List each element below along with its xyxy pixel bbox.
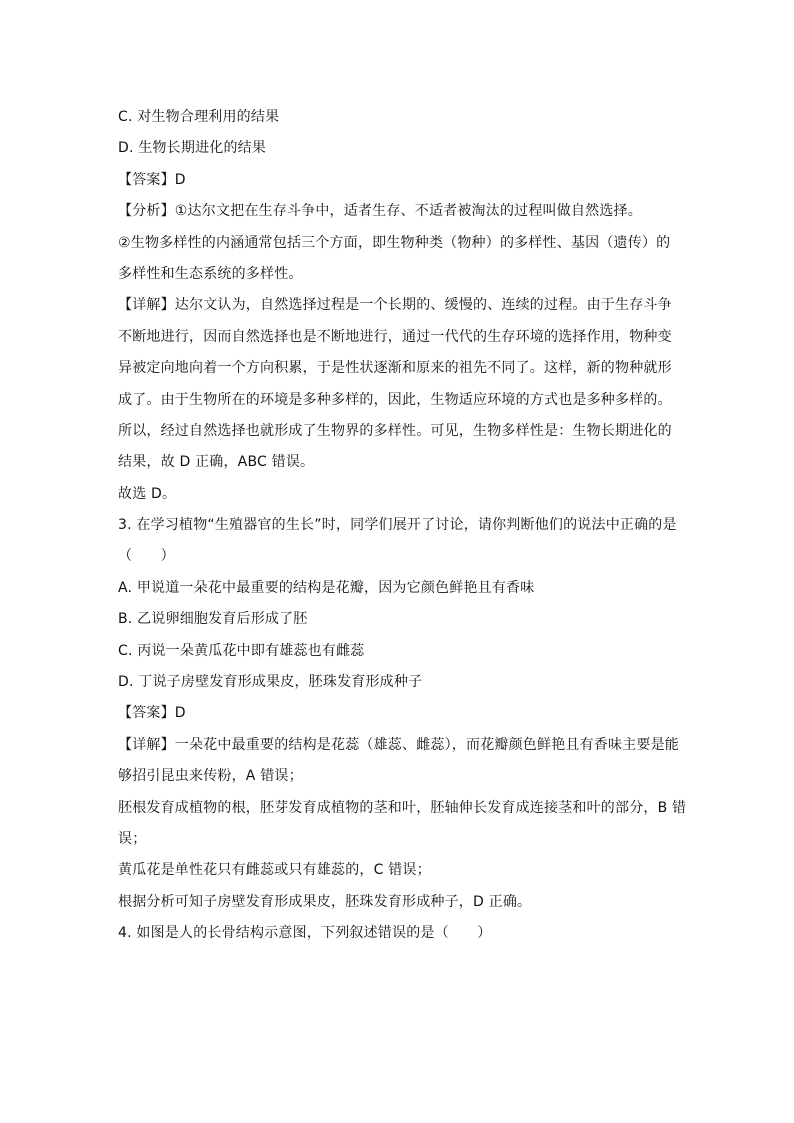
q3-option-d: D. 丁说子房壁发育形成果皮，胚珠发育形成种子	[118, 674, 423, 691]
q3-option-b: B. 乙说卵细胞发育后形成了胚	[118, 611, 308, 628]
choice-line: 故选 D。	[118, 485, 177, 502]
analysis-line-1: 【分析】①达尔文把在生存斗争中，适者生存、不适者被淘汰的过程叫做自然选择。	[118, 203, 642, 220]
answer-line: 【答案】D	[118, 171, 186, 188]
q3-explanation-line-3: 胚根发育成植物的根，胚芽发育成植物的茎和叶，胚轴伸长发育成连接茎和叶的部分，B 错	[118, 799, 687, 816]
explanation-line-5: 所以，经过自然选择也就形成了生物界的多样性。可见，生物多样性是：生物长期进化的	[118, 422, 672, 439]
q3-explanation-line-2: 够招引昆虫来传粉，A 错误；	[118, 768, 303, 785]
explanation-line-1: 【详解】达尔文认为，自然选择过程是一个长期的、缓慢的、连续的过程。由于生存斗争	[118, 297, 672, 314]
q3-explanation-line-6: 根据分析可知子房壁发育形成果皮，胚珠发育形成种子，D 正确。	[118, 893, 532, 910]
q3-option-c: C. 丙说一朵黄瓜花中即有雄蕊也有雌蕊	[118, 642, 365, 659]
question-4-line: 4. 如图是人的长骨结构示意图，下列叙述错误的是（ ）	[118, 925, 492, 942]
q3-explanation-line-1: 【详解】一朵花中最重要的结构是花蕊（雄蕊、雌蕊），而花瓣颜色鲜艳且有香味主要是能	[118, 736, 679, 753]
analysis-line-2: ②生物多样性的内涵通常包括三个方面，即生物种类（物种）的多样性、基因（遗传）的	[118, 234, 671, 251]
explanation-line-3: 异被定向地向着一个方向积累，于是性状逐渐和原来的祖先不同了。这样，新的物种就形	[118, 360, 672, 377]
q3-explanation-line-5: 黄瓜花是单性花只有雌蕊或只有雄蕊的，C 错误；	[118, 862, 431, 879]
question-3-line-1: 3. 在学习植物“生殖器官的生长”时，同学们展开了讨论，请你判断他们的说法中正确的是	[118, 517, 677, 534]
option-c-line: C. 对生物合理利用的结果	[118, 109, 280, 125]
q3-option-a: A. 甲说道一朵花中最重要的结构是花瓣，因为它颜色鲜艳且有香味	[118, 579, 535, 596]
q3-answer-line: 【答案】D	[118, 705, 186, 722]
explanation-line-6: 结果，故 D 正确，ABC 错误。	[118, 454, 315, 471]
option-d-line: D. 生物长期进化的结果	[118, 140, 267, 157]
document-page	[118, 102, 687, 950]
question-3-line-2: （ ）	[118, 548, 175, 565]
q3-explanation-line-4: 误；	[118, 830, 147, 847]
analysis-line-3: 多样性和生态系统的多样性。	[118, 265, 303, 282]
explanation-line-2: 不断地进行，因而自然选择也是不断地进行，通过一代代的生存环境的选择作用，物种变	[118, 328, 672, 345]
explanation-line-4: 成了。由于生物所在的环境是多种多样的，因此，生物适应环境的方式也是多种多样的。	[118, 391, 672, 408]
